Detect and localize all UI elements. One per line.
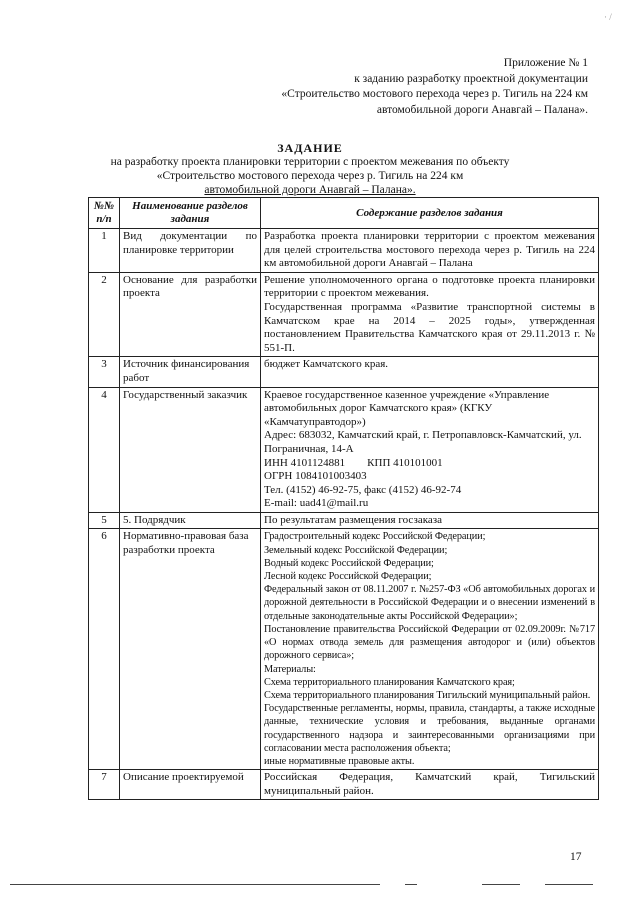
appendix-block bbox=[258, 56, 588, 118]
content-paragraph: Тел. (4152) 46-92-75, факс (4152) 46-92-74 bbox=[264, 483, 462, 496]
section-content bbox=[261, 229, 599, 273]
section-content bbox=[261, 529, 599, 770]
content-paragraph: Государственная программа «Развитие транспортной системы в Камчатском крае на 2014 – 2025 годы», утвержденная постановлением Правительства Камчатского края от 29.11.2013 г. № 551-П. bbox=[264, 300, 595, 354]
table-row bbox=[89, 229, 599, 273]
heading-line: автомобильной дороги Анавгай – Палана». bbox=[204, 184, 416, 196]
section-name: 5. Подрядчик bbox=[120, 512, 261, 529]
appendix-line: автомобильной дороги Анавгай – Палана». bbox=[376, 103, 588, 116]
content-paragraph: Постановление правительства Российской Федерации от 02.09.2009г. №717 «О нормах отвода земель для размещения автодорог и (или) объектов дорожного сервиса»; bbox=[264, 623, 595, 662]
document-title: ЗАДАНИЕ bbox=[277, 141, 343, 155]
row-number: 5 bbox=[89, 512, 120, 529]
content-paragraph: бюджет Камчатского края. bbox=[264, 358, 389, 371]
row-number: 4 bbox=[89, 387, 120, 512]
content-paragraph: E-mail: uad41@mail.ru bbox=[264, 497, 369, 510]
section-name: Вид документации по планировке территории bbox=[120, 229, 261, 273]
scan-corner-mark: · / bbox=[604, 12, 612, 22]
content-paragraph: Материалы: bbox=[264, 663, 316, 675]
table-row bbox=[89, 529, 599, 770]
content-paragraph: Разработка проекта планировки территории с проектом межевания для целей строительства мостового перехода через р. Тигиль на 224 км автомобильной дороги Анавгай – Палана bbox=[264, 230, 595, 270]
row-number: 1 bbox=[89, 229, 120, 273]
task-sections-table bbox=[88, 197, 599, 800]
column-header-content: Содержание разделов задания bbox=[261, 198, 599, 229]
content-paragraph: По результатам размещения госзаказа bbox=[264, 513, 443, 526]
section-content bbox=[261, 357, 599, 387]
appendix-line: к заданию разработку проектной документации bbox=[354, 72, 588, 85]
content-paragraph: Адрес: 683032, Камчатский край, г. Петропавловск-Камчатский, ул. Пограничная, 14-А bbox=[264, 429, 582, 455]
section-name: Нормативно-правовая база разработки проекта bbox=[120, 529, 261, 770]
section-content bbox=[261, 512, 599, 529]
content-paragraph: Схема территориального планирования Камчатского края; bbox=[264, 676, 515, 688]
footer-rule bbox=[405, 884, 417, 885]
table-header-row bbox=[89, 198, 599, 229]
content-paragraph: ИНН 4101124881 КПП 410101001 bbox=[264, 456, 443, 469]
footer-rule bbox=[10, 884, 380, 885]
table-row bbox=[89, 387, 599, 512]
content-paragraph: Схема территориального планирования Тигильский муниципальный район. bbox=[264, 689, 591, 701]
content-paragraph: Краевое государственное казенное учреждение «Управление автомобильных дорог Камчатского края» (КГКУ «Камчатуправтодор») bbox=[264, 388, 550, 428]
column-header-num: №№ п/п bbox=[89, 198, 120, 229]
footer-rule bbox=[545, 884, 593, 885]
row-number: 2 bbox=[89, 272, 120, 357]
heading-line: на разработку проекта планировки территории с проектом межевания по объекту bbox=[110, 156, 510, 168]
row-number: 7 bbox=[89, 770, 120, 800]
content-paragraph: Градостроительный кодекс Российской Федерации; bbox=[264, 531, 486, 543]
appendix-line: «Строительство мостового перехода через р. Тигиль на 224 км bbox=[281, 88, 588, 100]
page-number: 17 bbox=[570, 851, 582, 863]
column-header-name: Наименование разделов задания bbox=[120, 198, 261, 229]
content-paragraph: Водный кодекс Российской Федерации; bbox=[264, 557, 434, 569]
table-row bbox=[89, 272, 599, 357]
appendix-line: Приложение № 1 bbox=[503, 57, 588, 69]
heading-line: «Строительство мостового перехода через р. Тигиль на 224 км bbox=[156, 170, 464, 182]
section-name: Основание для разработки проекта bbox=[120, 272, 261, 357]
document-heading bbox=[110, 141, 510, 197]
content-paragraph: Федеральный закон от 08.11.2007 г. №257-ФЗ «Об автомобильных дорогах и дорожной деятельности в Российской Федерации и о внесении изменений в отдельные законодательные акты Российской Федерации»; bbox=[264, 584, 595, 622]
section-content bbox=[261, 387, 599, 512]
content-paragraph: ОГРН 1084101003403 bbox=[264, 470, 367, 483]
footer-rule bbox=[482, 884, 520, 885]
section-name: Описание проектируемой bbox=[120, 770, 261, 800]
section-content bbox=[261, 770, 599, 800]
section-name: Государственный заказчик bbox=[120, 387, 261, 512]
content-paragraph: Лесной кодекс Российской Федерации; bbox=[264, 571, 432, 583]
row-number: 3 bbox=[89, 357, 120, 387]
section-content bbox=[261, 272, 599, 357]
content-paragraph: Земельный кодекс Российской Федерации; bbox=[264, 544, 448, 556]
content-paragraph: Государственные регламенты, нормы, правила, стандарты, а также исходные данные, технические условия и требования, выданные органами государственного надзора и заинтересованными организациями при согласовании места расположения объекта; bbox=[264, 703, 595, 754]
table-row bbox=[89, 357, 599, 387]
content-paragraph: иные нормативные правовые акты. bbox=[264, 755, 415, 767]
table-row bbox=[89, 770, 599, 800]
section-name: Источник финансирования работ bbox=[120, 357, 261, 387]
content-paragraph: Решение уполномоченного органа о подготовке проекта планировки территории с проектом межевания. bbox=[264, 273, 595, 300]
table-row bbox=[89, 512, 599, 529]
content-paragraph: Российская Федерация, Камчатский край, Тигильский муниципальный район. bbox=[264, 771, 595, 797]
row-number: 6 bbox=[89, 529, 120, 770]
